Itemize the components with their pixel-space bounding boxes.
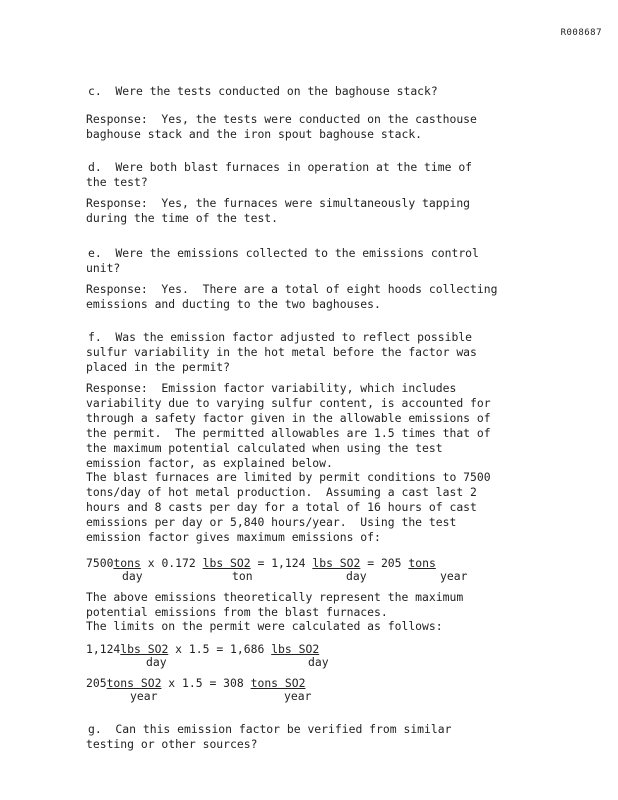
response-c-line-2: baghouse stack and the iron spout baghouse stack. bbox=[86, 127, 423, 141]
calc1-unit-d: tons bbox=[408, 556, 436, 570]
calc3-numerator bbox=[86, 676, 305, 691]
calc2-value-a: 1,124 bbox=[86, 642, 121, 656]
calc1-eq2: = 205 bbox=[360, 556, 409, 570]
question-c: c. Were the tests conducted on the baghouse stack? bbox=[88, 84, 438, 98]
calc1-value-a: 7500 bbox=[86, 556, 114, 570]
response-f-line-3: through a safety factor given in the allowable emissions of bbox=[86, 411, 491, 425]
calc1-eq1: = 1,124 bbox=[250, 556, 313, 570]
response-f-line-4: the permit. The permitted allowables are 1.5 times that of bbox=[86, 426, 491, 440]
calc2-den-a: day bbox=[146, 655, 167, 669]
calc1-den-c: day bbox=[346, 569, 367, 583]
response-f-line-11: emission factor gives maximum emissions of: bbox=[86, 530, 381, 544]
calc1-unit-a: tons bbox=[113, 556, 141, 570]
calc3-unit-b: tons SO2 bbox=[250, 676, 306, 690]
response-e-line-1: Response: Yes. There are a total of eight hoods collecting bbox=[86, 282, 498, 296]
calc3-den-a: year bbox=[130, 689, 158, 703]
question-f-line-1: f. Was the emission factor adjusted to reflect possible bbox=[88, 330, 473, 344]
question-e-line-1: e. Were the emissions collected to the emissions control bbox=[88, 246, 479, 260]
response-f-line-10: emissions per day or 5,840 hours/year. Using the test bbox=[86, 515, 457, 529]
calc1-op1: x 0.172 bbox=[140, 556, 203, 570]
response-d-line-1: Response: Yes, the furnaces were simultaneously tapping bbox=[86, 196, 471, 210]
question-g-line-1: g. Can this emission factor be verified from similar bbox=[88, 722, 452, 736]
calc3-value-a: 205 bbox=[86, 676, 107, 690]
calc3-den-b: year bbox=[284, 689, 312, 703]
calc1-den-b: ton bbox=[232, 569, 253, 583]
response-f-line-7: The blast furnaces are limited by permit conditions to 7500 bbox=[86, 470, 491, 484]
response-f-line-1: Response: Emission factor variability, which includes bbox=[86, 381, 457, 395]
response-f-line-9: hours and 8 casts per day for a total of 16 hours of cast bbox=[86, 500, 477, 514]
calc2-unit-a: lbs SO2 bbox=[120, 642, 169, 656]
calc-text-line-1: The above emissions theoretically represent the maximum bbox=[86, 590, 464, 604]
calc1-unit-b: lbs SO2 bbox=[202, 556, 251, 570]
question-d-line-2: the test? bbox=[86, 175, 148, 189]
response-f-line-2: variability due to varying sulfur content, is accounted for bbox=[86, 396, 491, 410]
response-c-line-1: Response: Yes, the tests were conducted on the casthouse bbox=[86, 112, 477, 126]
calc1-den-d: year bbox=[440, 569, 468, 583]
document-id: R008687 bbox=[560, 28, 602, 38]
response-d-line-2: during the time of the test. bbox=[86, 211, 279, 225]
calc2-numerator bbox=[86, 642, 319, 657]
question-e-line-2: unit? bbox=[86, 261, 121, 275]
calc3-op: x 1.5 = 308 bbox=[161, 676, 251, 690]
response-e-line-2: emissions and ducting to the two baghouses. bbox=[86, 297, 381, 311]
calc2-den-b: day bbox=[308, 655, 329, 669]
calc-text-line-3: The limits on the permit were calculated as follows: bbox=[86, 619, 443, 633]
response-f-line-8: tons/day of hot metal production. Assuming a cast last 2 bbox=[86, 485, 477, 499]
calc1-den-a: day bbox=[122, 569, 143, 583]
question-f-line-2: sulfur variability in the hot metal before the factor was bbox=[86, 345, 477, 359]
calc3-unit-a: tons SO2 bbox=[106, 676, 162, 690]
calc1-unit-c: lbs SO2 bbox=[312, 556, 361, 570]
calc2-unit-b: lbs SO2 bbox=[271, 642, 320, 656]
question-g-line-2: testing or other sources? bbox=[86, 737, 258, 751]
response-f-line-5: the maximum potential calculated when using the test bbox=[86, 441, 443, 455]
response-f-line-6: emission factor, as explained below. bbox=[86, 456, 333, 470]
question-f-line-3: placed in the permit? bbox=[86, 360, 231, 374]
question-d-line-1: d. Were both blast furnaces in operation at the time of bbox=[88, 160, 473, 174]
calc-text-line-2: potential emissions from the blast furnaces. bbox=[86, 605, 388, 619]
calc2-op: x 1.5 = 1,686 bbox=[168, 642, 272, 656]
